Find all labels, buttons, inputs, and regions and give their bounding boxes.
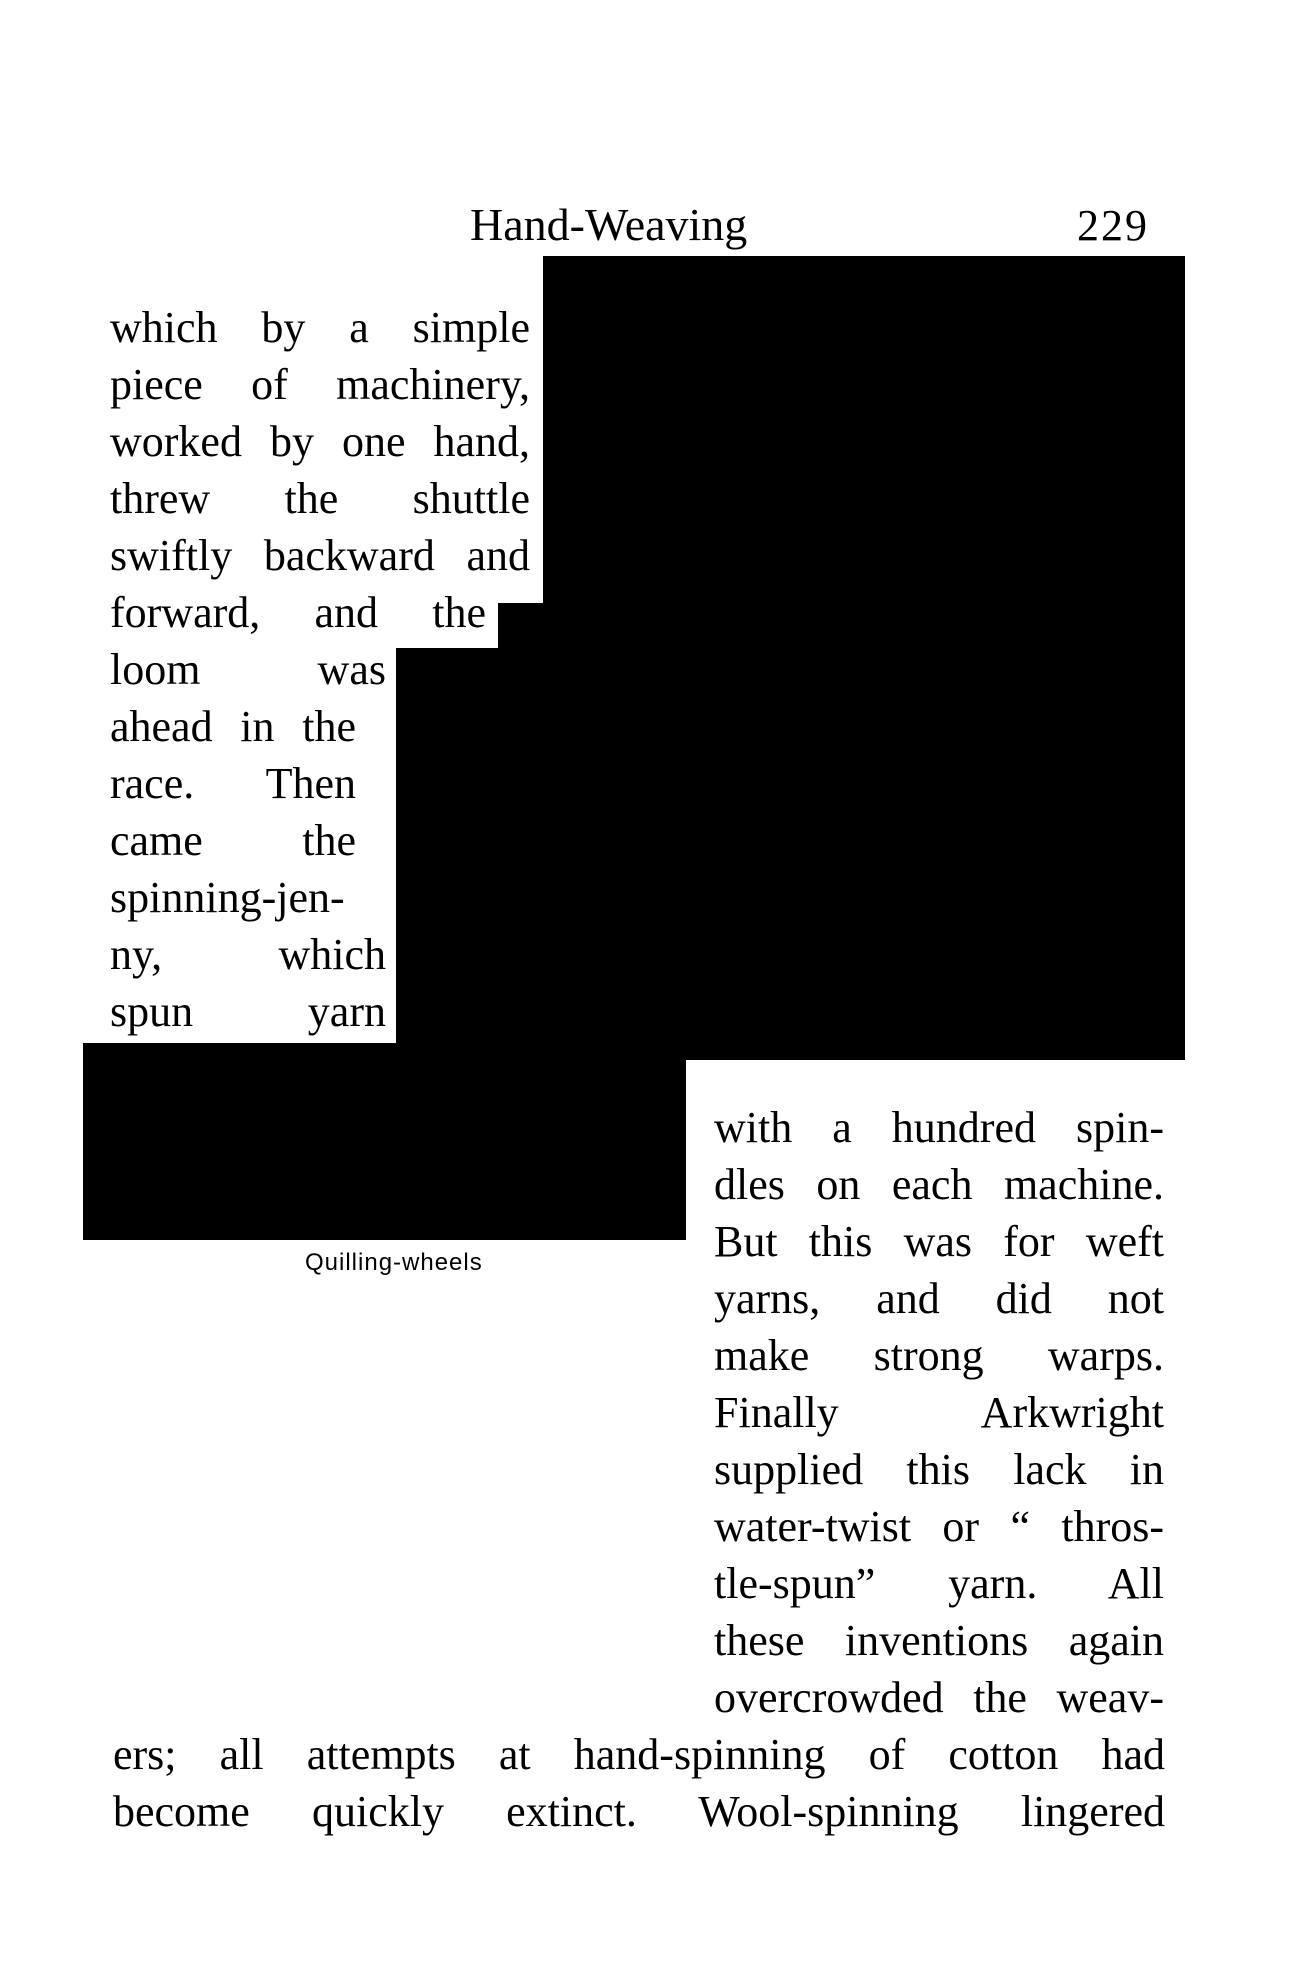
- left-text-line: race. Then: [110, 759, 356, 808]
- right-text-line: make strong warps.: [714, 1331, 1164, 1380]
- left-text-line: spun yarn: [110, 987, 386, 1036]
- full-width-text-line: ers; all attempts at hand-spinning of cotton had: [113, 1730, 1165, 1779]
- left-text-line: forward, and the: [110, 588, 486, 637]
- right-text-line: But this was for weft: [714, 1217, 1164, 1266]
- left-text-line: ahead in the: [110, 702, 356, 751]
- right-text-line: tle-spun” yarn. All: [714, 1559, 1164, 1608]
- running-header-title: Hand-Weaving: [470, 199, 748, 250]
- left-text-line: came the: [110, 816, 356, 865]
- right-text-line: with a hundred spin-: [714, 1103, 1164, 1152]
- right-text-line: dles on each machine.: [714, 1160, 1164, 1209]
- redacted-figure-block-bottom: [83, 1230, 686, 1240]
- redacted-figure-block-upper: [543, 256, 1185, 1060]
- right-text-line: overcrowded the weav-: [714, 1673, 1164, 1722]
- left-text-line: spinning-jen-: [110, 873, 345, 922]
- figure-caption: Quilling-wheels: [305, 1249, 483, 1276]
- right-text-line: water-twist or “ thros-: [714, 1502, 1164, 1551]
- right-text-line: these inventions again: [714, 1616, 1164, 1665]
- left-text-line: swiftly backward and: [110, 531, 530, 580]
- right-text-line: supplied this lack in: [714, 1445, 1164, 1494]
- left-text-line: loom was: [110, 645, 386, 694]
- left-text-line: piece of machinery,: [110, 360, 530, 409]
- full-width-text-line: become quickly extinct. Wool-spinning lingered: [113, 1787, 1165, 1836]
- left-text-line: ny, which: [110, 930, 386, 979]
- right-text-line: yarns, and did not: [714, 1274, 1164, 1323]
- left-text-line: worked by one hand,: [110, 417, 530, 466]
- left-text-line: which by a simple: [110, 303, 530, 352]
- redacted-figure-block-step-2: [396, 648, 546, 1048]
- right-text-line: Finally Arkwright: [714, 1388, 1164, 1437]
- left-text-line: threw the shuttle: [110, 474, 530, 523]
- redacted-figure-block-lower: [83, 1043, 686, 1238]
- page-number: 229: [1077, 201, 1149, 250]
